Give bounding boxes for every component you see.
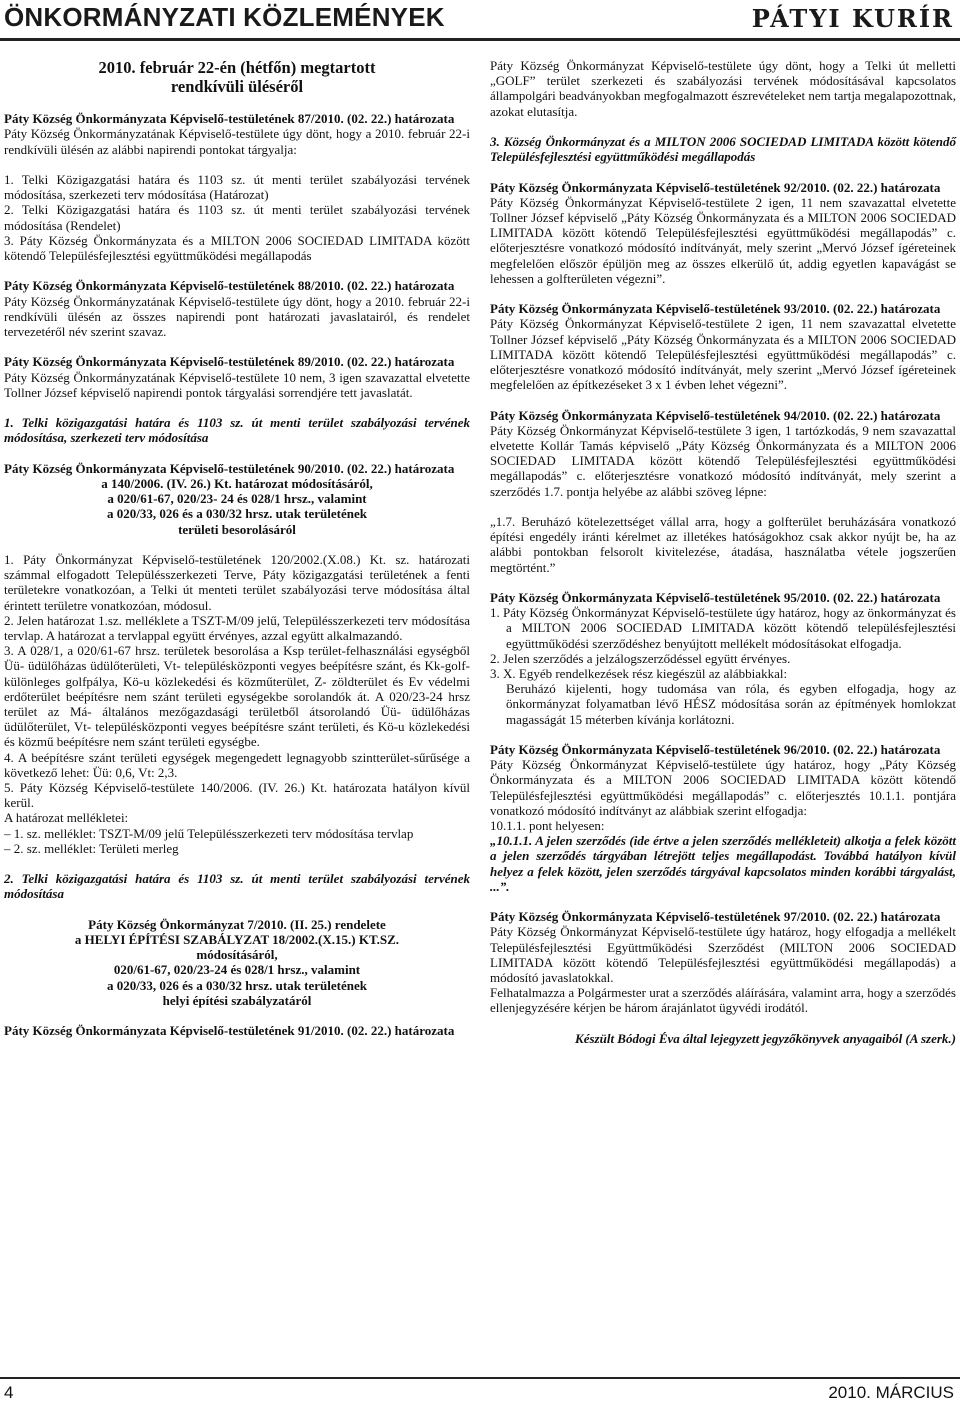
resolution-97-body-2: Felhatalmazza a Polgármester urat a szerződés aláírására, valamint arra, hogy a szerződés ellenjegyzésére kérjen be három árajánlatot ügyvédi irodától. (490, 985, 956, 1016)
resolution-96-point: 10.1.1. pont helyesen: (490, 818, 605, 834)
issue-date: 2010. MÁRCIUS (828, 1383, 954, 1402)
resolution-90-annex-1: – 1. sz. melléklet: TSZT-M/09 jelű Településszerkezeti terv módosítása tervlap (4, 825, 414, 841)
newspaper-logo: PÁTYI KURÍR (751, 4, 954, 33)
resolution-92-heading: Páty Község Önkormányzata Képviselő-testületének 92/2010. (02. 22.) határozata (490, 179, 941, 195)
resolution-90-subject-line1: a 140/2006. (IV. 26.) Kt. határozat módosításáról, (101, 475, 373, 491)
section-3-heading: 3. Község Önkormányzat és a MILTON 2006 SOCIEDAD LIMITADA között kötendő Településfejlesztési együttműködési megállapodás (490, 134, 956, 165)
right-column (490, 58, 956, 1046)
page-number: 4 (4, 1383, 14, 1402)
article-title: 2010. február 22-én (hétfőn) megtartott (98, 58, 376, 77)
resolution-90-heading: Páty Község Önkormányzata Képviselő-testületének 90/2010. (02. 22.) határozata (4, 460, 455, 476)
resolution-94-heading: Páty Község Önkormányzata Képviselő-testületének 94/2010. (02. 22.) határozata (490, 407, 941, 423)
resolution-89-body: Páty Község Önkormányzatának Képviselő-testülete 10 nem, 3 igen szavazattal elvetette Tollner József képviselő napirendi pontok tárgyalási sorrendjére tett javaslatát. (4, 369, 470, 400)
editor-note: Készült Bódogi Éva által lejegyzett jegyzőkönyvek anyagaiból (A szerk.) (575, 1030, 956, 1046)
resolution-90-subject-line2: a 020/61-67, 020/23- 24 és 028/1 hrsz., valamint (107, 491, 367, 507)
resolution-90-annex-heading: A határozat mellékletei: (4, 810, 129, 826)
resolution-96-body: Páty Község Önkormányzat Képviselő-testülete úgy határoz, hogy „Páty Község Önkormányzata és a MILTON 2006 SOCIEDAD LIMITADA között kötendő Településfejlesztési együttműködési megállapodás” c. előterjesztés 10.1.1. pontjára vonatkozó módosító indítványt az alábbiak szerint elfogadja: (490, 757, 956, 818)
agenda-item-3: 3. Páty Község Önkormányzata és a MILTON 2006 SOCIEDAD LIMITADA között kötendő Településfejlesztési együttműködési megállapodás (4, 232, 470, 263)
left-column (4, 58, 470, 1038)
article-title-line2: rendkívüli üléséről (170, 77, 304, 96)
resolution-90-point-5: 5. Páty Község Képviselő-testülete 140/2006. (IV. 26.) Kt. határozata hatályon kívül kerül. (4, 780, 470, 811)
resolution-89-heading: Páty Község Önkormányzata Képviselő-testületének 89/2010. (02. 22.) határozata (4, 354, 455, 370)
resolution-96-quote: „10.1.1. A jelen szerződés (ide értve a jelen szerződés mellékleteit) alkotja a felek között a jelen szerződés tárgyában létrejött teljes megállapodást. Továbbá hatályon kívül helyez a felek között, jelen szerződés tárgyával kapcsolatos minden korábbi tárgyalást, ...”. (490, 833, 956, 894)
decree-title-line5: a 020/33, 026 és a 030/32 hrsz. utak területének (107, 977, 367, 993)
decree-title-line4: 020/61-67, 020/23-24 és 028/1 hrsz., valamint (113, 962, 361, 978)
page-header (0, 0, 960, 42)
resolution-93-body: Páty Község Önkormányzat Képviselő-testülete 2 igen, 11 nem szavazattal elvetette Tollner József képviselő „Páty Község Önkormányzata és a MILTON 2006 SOCIEDAD LIMITADA között kötendő Településfejlesztési együttműködési megállapodás” c. előterjesztésre vonatkozó módosító indítványát, mely szerint „Mervó József ígéreteinek megfelelően az építkezéseket 3 x 1 évben lehet végezni”. (490, 316, 956, 393)
resolution-93-heading: Páty Község Önkormányzata Képviselő-testületének 93/2010. (02. 22.) határozata (490, 301, 941, 317)
agenda-item-2: 2. Telki Közigazgatási határa és 1103 sz. út menti terület szabályozási tervének módosítása (Rendelet) (4, 202, 470, 233)
resolution-87-heading: Páty Község Önkormányzata Képviselő-testületének 87/2010. (02. 22.) határozata (4, 111, 455, 127)
resolution-90-subject-line3: a 020/33, 026 és a 030/32 hrsz. utak területének (107, 506, 367, 522)
resolution-95-item-3: 3. X. Egyéb rendelkezések rész kiegészül az alábbiakkal: (490, 666, 788, 682)
resolution-94-quote: „1.7. Beruházó kötelezettséget vállal arra, hogy a golfterület beruházására vonatkozó építési engedély iránti kérelmet az illetékes hatóságokhoz csak akkor nyújt be, ha az alábbi pontokban felsorolt kivitelezése, átadása, használatba vétele jogszerűen megtörtént.” (490, 514, 956, 575)
page-footer (0, 1377, 960, 1403)
agenda-item-1: 1. Telki Közigazgatási határa és 1103 sz. út menti terület szabályozási tervének módosítása, szerkezeti terv módosítása (Határozat) (4, 171, 470, 203)
resolution-88-heading: Páty Község Önkormányzata Képviselő-testületének 88/2010. (02. 22.) határozata (4, 278, 455, 294)
resolution-91-body: Páty Község Önkormányzat Képviselő-testülete úgy dönt, hogy a Telki út melletti „GOLF” terület szerkezeti és szabályozási tervének módosításával kapcsolatos állampolgári beadványokban megfogalmazott észrevételeket nem tartja megalapozottnak, azokat elutasítja. (490, 58, 956, 119)
section-title: ÖNKORMÁNYZATI KÖZLEMÉNYEK (4, 2, 445, 32)
resolution-97-heading: Páty Község Önkormányzata Képviselő-testületének 97/2010. (02. 22.) határozata (490, 909, 941, 925)
resolution-90-annex-2: – 2. sz. melléklet: Területi merleg (4, 840, 179, 856)
section-2-heading: 2. Telki közigazgatási határa és 1103 sz. út menti terület szabályozási tervének módosítása (4, 871, 470, 902)
resolution-90-subject-line4: területi besorolásáról (178, 521, 296, 537)
decree-title-line6: helyi építési szabályzatáról (162, 992, 312, 1008)
decree-title-line1: Páty Község Önkormányzat 7/2010. (II. 25.) rendelete (88, 916, 386, 932)
resolution-91-heading: Páty Község Önkormányzata Képviselő-testületének 91/2010. (02. 22.) határozata (4, 1023, 455, 1039)
header-divider (0, 38, 960, 41)
resolution-97-body: Páty Község Önkormányzat Képviselő-testülete úgy határoz, hogy elfogadja a mellékelt Településfejlesztési Együttműködési Szerződést (MILTON 2006 SOCIEDAD LIMITADA között kötendő Településfejlesztési együttműködési megállapodás) a módosító javaslatokkal. (490, 924, 956, 986)
resolution-87-body: Páty Község Önkormányzatának Képviselő-testülete úgy dönt, hogy a 2010. február 22-i rendkívüli ülésén az alábbi napirendi pontokat tárgyalja: (4, 126, 470, 157)
footer-divider (0, 1377, 960, 1379)
resolution-90-point-4: 4. A beépítésre szánt területi egységek megengedett legnagyobb szintterület-sűrűsége a következő lehet: Üü: 0,6, Vt: 2,3. (4, 749, 470, 780)
resolution-95-heading: Páty Község Önkormányzata Képviselő-testületének 95/2010. (02. 22.) határozata (490, 590, 941, 606)
resolution-94-body: Páty Község Önkormányzat Képviselő-testülete 3 igen, 1 tartózkodás, 9 nem szavazattal elvetette Kollár Tamás képviselő „Páty Község Önkormányzata és a MILTON 2006 SOCIEDAD LIMITADA között kötendő Településfejlesztési együttműködési megállapodás” c. előterjesztésre vonatkozó módosító indítványát, mely szerint a szerződés 1.7. pontja helyébe az alábbi szöveg lépne: (490, 422, 956, 499)
section-1-heading: 1. Telki közigazgatási határa és 1103 sz. út menti terület szabályozási tervének módosítása, szerkezeti terv módosítása (4, 415, 470, 446)
resolution-90-point-3: 3. A 028/1, a 020/61-67 hrsz. területek besorolása a Ksp terület-felhasználási egységből Üü- üdülőházas üdülőterületi, Vt- településközponti vegyes beépítésre szánt, és Kk-golf- különleges golfpálya, Kö-u közlekedési és közműterület, Z- zöldterület és Ev védelmi erdőterület beépítésre nem szánt területi egységekbe sorolandók át. A 020/23-24 hrsz terület az Má- általános mezőgazdasági területből átsorolandó Üü- üdülőházas üdülőterület, Vt- településközponti vegyes beépítésre szánt területi, és Kö-u közlekedési és közmű beépítésre nem szánt területi egységbe. (4, 643, 470, 750)
decree-title-line3: módosításáról, (196, 947, 278, 963)
resolution-95-item-1: 1. Páty Község Önkormányzat Képviselő-testülete úgy határoz, hogy az önkormányzat és a MILTON 2006 SOCIEDAD LIMITADA között kötendő településfejlesztési együttműködési szerződéshez benyújtott mellékelt módosításokat elfogadja. (490, 605, 956, 651)
resolution-95-item-2: 2. Jelen szerződés a jelzálogszerződéssel együtt érvényes. (490, 650, 791, 666)
resolution-92-body: Páty Község Önkormányzat Képviselő-testülete 2 igen, 11 nem szavazattal elvetette Tollner József képviselő „Páty Község Önkormányzata és a MILTON 2006 SOCIEDAD LIMITADA között kötendő Településfejlesztési együttműködési megállapodás” c. előterjesztésre vonatkozó módosító indítványát, mely szerint „Mervó József ígéreteinek megfelelően először épüljön meg az összes elkerülő út, addig egyetlen kapavágást se lehessen a golfterületen végezni”. (490, 194, 956, 286)
resolution-88-body: Páty Község Önkormányzatának Képviselő-testülete úgy dönt, hogy a 2010. február 22-i rendkívüli ülésén az összes napirendi pont határozati javaslatairól, és rendelet tervezetéről név szerint szavaz. (4, 293, 470, 339)
decree-title-line2: a HELYI ÉPÍTÉSI SZABÁLYZAT 18/2002.(X.15.) KT.SZ. (74, 932, 400, 948)
resolution-95-item-3-text: Beruházó kijelenti, hogy tudomása van róla, és egyben elfogadja, hogy az önkormányzat folyamatban lévő HÉSZ módosítása során az építmények homlokzat magasságát 15 méterben kívánja korlátozni. (506, 681, 956, 727)
resolution-90-point-2: 2. Jelen határozat 1.sz. melléklete a TSZT-M/09 jelű, Településszerkezeti terv módosítása tervlap. A határozat a tervlappal együtt érvényes, azzal együtt alkalmazandó. (4, 612, 470, 643)
resolution-96-heading: Páty Község Önkormányzata Képviselő-testületének 96/2010. (02. 22.) határozata (490, 742, 941, 758)
resolution-90-point-1: 1. Páty Önkormányzat Képviselő-testületének 120/2002.(X.08.) Kt. sz. határozati számmal elfogadott Településszerkezeti Terve, Páty közigazgatási területének a fenti területekre vonatkozóan, a Telki út menteti terület szabályozási terve módosítása által érintett területre vonatkozóan, módosul. (4, 551, 470, 613)
